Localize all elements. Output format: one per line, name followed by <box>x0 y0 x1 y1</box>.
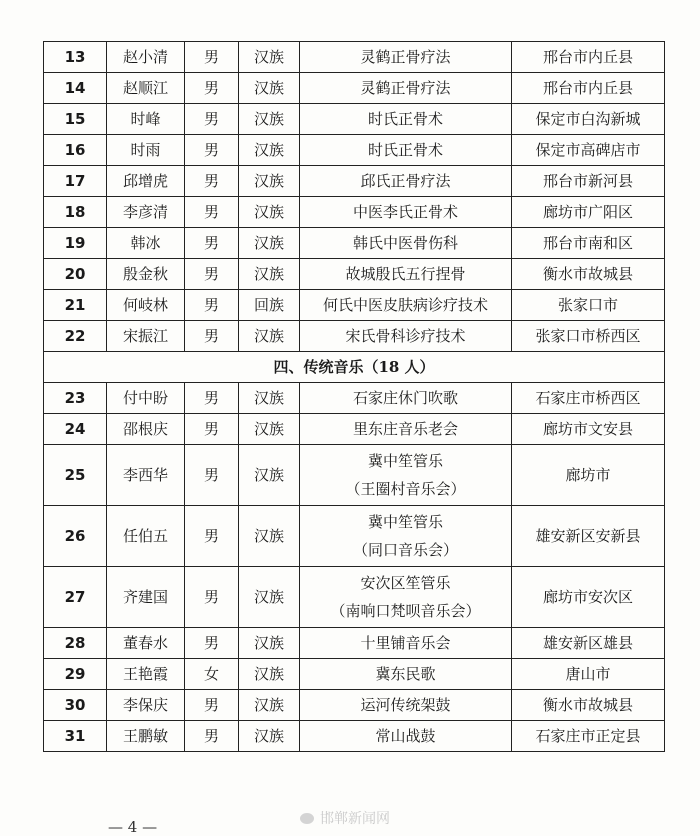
gender-cell: 男 <box>185 166 239 197</box>
roster-body-top <box>44 42 665 352</box>
project-line: 十里铺音乐会 <box>360 634 451 652</box>
ethnicity-cell: 汉族 <box>239 259 300 290</box>
ethnicity-cell: 汉族 <box>239 383 300 414</box>
project-cell <box>300 135 512 166</box>
name-cell: 何岐林 <box>107 290 185 321</box>
row-number-cell: 29 <box>44 659 107 690</box>
project-cell <box>300 166 512 197</box>
ethnicity-cell: 汉族 <box>239 659 300 690</box>
project-cell <box>300 104 512 135</box>
name-cell: 付中盼 <box>107 383 185 414</box>
region-cell: 张家口市 <box>512 290 665 321</box>
row-number-cell: 22 <box>44 321 107 352</box>
project-line: 时氏正骨术 <box>367 141 443 159</box>
gender-cell: 男 <box>185 445 239 506</box>
row-number-cell: 21 <box>44 290 107 321</box>
name-cell: 时雨 <box>107 135 185 166</box>
project-line: 冀中笙管乐 <box>367 452 443 470</box>
ethnicity-cell: 汉族 <box>239 628 300 659</box>
project-cell <box>300 228 512 259</box>
gender-cell: 男 <box>185 259 239 290</box>
table-row <box>44 42 665 73</box>
table-row <box>44 567 665 628</box>
row-number-cell: 19 <box>44 228 107 259</box>
project-cell <box>300 42 512 73</box>
table-row <box>44 228 665 259</box>
project-line: 灵鹤正骨疗法 <box>360 79 451 97</box>
region-cell: 雄安新区安新县 <box>512 506 665 567</box>
region-cell: 廊坊市安次区 <box>512 567 665 628</box>
name-cell: 李保庆 <box>107 690 185 721</box>
table-row <box>44 414 665 445</box>
gender-cell: 男 <box>185 73 239 104</box>
row-number-cell: 17 <box>44 166 107 197</box>
project-cell <box>300 259 512 290</box>
region-cell: 廊坊市文安县 <box>512 414 665 445</box>
project-line: （同口音乐会） <box>352 541 458 559</box>
project-line: （王圈村音乐会） <box>345 480 466 498</box>
ethnicity-cell: 汉族 <box>239 104 300 135</box>
name-cell: 王艳霞 <box>107 659 185 690</box>
gender-cell: 男 <box>185 414 239 445</box>
watermark <box>300 808 390 828</box>
gender-cell: 男 <box>185 506 239 567</box>
table-row <box>44 166 665 197</box>
region-cell: 石家庄市桥西区 <box>512 383 665 414</box>
ethnicity-cell: 汉族 <box>239 228 300 259</box>
region-cell: 保定市白沟新城 <box>512 104 665 135</box>
gender-cell: 男 <box>185 721 239 752</box>
name-cell: 赵顺江 <box>107 73 185 104</box>
project-cell <box>300 506 512 567</box>
table-row <box>44 73 665 104</box>
project-cell <box>300 197 512 228</box>
project-cell <box>300 321 512 352</box>
project-cell <box>300 73 512 104</box>
watermark-text: 邯郸新闻网 <box>320 811 390 827</box>
region-cell: 廊坊市 <box>512 445 665 506</box>
ethnicity-cell: 汉族 <box>239 197 300 228</box>
name-cell: 宋振江 <box>107 321 185 352</box>
project-cell <box>300 628 512 659</box>
row-number-cell: 23 <box>44 383 107 414</box>
row-number-cell: 16 <box>44 135 107 166</box>
table-row <box>44 197 665 228</box>
gender-cell: 男 <box>185 383 239 414</box>
project-line: 故城殷氏五行捏骨 <box>345 265 466 283</box>
gender-cell: 男 <box>185 228 239 259</box>
ethnicity-cell: 汉族 <box>239 42 300 73</box>
project-cell <box>300 567 512 628</box>
row-number-cell: 15 <box>44 104 107 135</box>
name-cell: 李彦清 <box>107 197 185 228</box>
project-line: 时氏正骨术 <box>367 110 443 128</box>
roster-table <box>43 41 665 752</box>
gender-cell: 男 <box>185 321 239 352</box>
ethnicity-cell: 汉族 <box>239 414 300 445</box>
gender-cell: 男 <box>185 628 239 659</box>
table-row <box>44 321 665 352</box>
project-line: 运河传统架鼓 <box>360 696 451 714</box>
roster-body-bottom <box>44 383 665 752</box>
row-number-cell: 27 <box>44 567 107 628</box>
row-number-cell: 31 <box>44 721 107 752</box>
ethnicity-cell: 汉族 <box>239 567 300 628</box>
name-cell: 李西华 <box>107 445 185 506</box>
project-line: 常山战鼓 <box>375 727 436 745</box>
region-cell: 保定市高碑店市 <box>512 135 665 166</box>
page-number: — 4 — <box>108 818 158 836</box>
gender-cell: 男 <box>185 690 239 721</box>
ethnicity-cell: 汉族 <box>239 445 300 506</box>
project-line: （南响口梵呗音乐会） <box>330 602 481 620</box>
name-cell: 任伯五 <box>107 506 185 567</box>
row-number-cell: 13 <box>44 42 107 73</box>
project-line: 中医李氏正骨术 <box>352 203 458 221</box>
gender-cell: 女 <box>185 659 239 690</box>
table-row <box>44 104 665 135</box>
region-cell: 石家庄市正定县 <box>512 721 665 752</box>
project-cell <box>300 414 512 445</box>
name-cell: 韩冰 <box>107 228 185 259</box>
gender-cell: 男 <box>185 135 239 166</box>
project-line: 里东庄音乐老会 <box>352 420 458 438</box>
region-cell: 衡水市故城县 <box>512 259 665 290</box>
ethnicity-cell: 汉族 <box>239 506 300 567</box>
name-cell: 时峰 <box>107 104 185 135</box>
table-row <box>44 383 665 414</box>
project-line: 宋氏骨科诊疗技术 <box>345 327 466 345</box>
gender-cell: 男 <box>185 104 239 135</box>
row-number-cell: 28 <box>44 628 107 659</box>
ethnicity-cell: 汉族 <box>239 721 300 752</box>
name-cell: 邱增虎 <box>107 166 185 197</box>
table-row <box>44 135 665 166</box>
table-row <box>44 290 665 321</box>
region-cell: 廊坊市广阳区 <box>512 197 665 228</box>
region-cell: 雄安新区雄县 <box>512 628 665 659</box>
table-row <box>44 628 665 659</box>
row-number-cell: 18 <box>44 197 107 228</box>
table-row <box>44 690 665 721</box>
project-cell <box>300 690 512 721</box>
gender-cell: 男 <box>185 567 239 628</box>
region-cell: 邢台市内丘县 <box>512 42 665 73</box>
project-line: 何氏中医皮肤病诊疗技术 <box>322 296 488 314</box>
region-cell: 唐山市 <box>512 659 665 690</box>
project-line: 冀东民歌 <box>375 665 436 683</box>
name-cell: 王鹏敏 <box>107 721 185 752</box>
project-line: 冀中笙管乐 <box>367 513 443 531</box>
ethnicity-cell: 汉族 <box>239 166 300 197</box>
row-number-cell: 20 <box>44 259 107 290</box>
project-cell <box>300 445 512 506</box>
name-cell: 董春水 <box>107 628 185 659</box>
ethnicity-cell: 汉族 <box>239 321 300 352</box>
project-cell <box>300 290 512 321</box>
project-line: 安次区笙管乐 <box>360 574 451 592</box>
gender-cell: 男 <box>185 290 239 321</box>
project-line: 石家庄休门吹歌 <box>352 389 458 407</box>
project-cell <box>300 721 512 752</box>
gender-cell: 男 <box>185 42 239 73</box>
name-cell: 邵根庆 <box>107 414 185 445</box>
table-row <box>44 259 665 290</box>
project-cell <box>300 659 512 690</box>
section-row <box>44 352 665 383</box>
region-cell: 张家口市桥西区 <box>512 321 665 352</box>
section-heading: 四、传统音乐（18 人） <box>44 352 665 383</box>
ethnicity-cell: 汉族 <box>239 135 300 166</box>
row-number-cell: 14 <box>44 73 107 104</box>
project-line: 邱氏正骨疗法 <box>360 172 451 190</box>
region-cell: 衡水市故城县 <box>512 690 665 721</box>
region-cell: 邢台市内丘县 <box>512 73 665 104</box>
project-line: 灵鹤正骨疗法 <box>360 48 451 66</box>
row-number-cell: 25 <box>44 445 107 506</box>
name-cell: 赵小清 <box>107 42 185 73</box>
row-number-cell: 30 <box>44 690 107 721</box>
table-row <box>44 721 665 752</box>
table-row <box>44 506 665 567</box>
section-row-group <box>44 352 665 383</box>
ethnicity-cell: 回族 <box>239 290 300 321</box>
project-cell <box>300 383 512 414</box>
table-row <box>44 445 665 506</box>
name-cell: 殷金秋 <box>107 259 185 290</box>
name-cell: 齐建国 <box>107 567 185 628</box>
table-row <box>44 659 665 690</box>
row-number-cell: 26 <box>44 506 107 567</box>
region-cell: 邢台市新河县 <box>512 166 665 197</box>
weibo-icon <box>300 811 316 825</box>
ethnicity-cell: 汉族 <box>239 690 300 721</box>
ethnicity-cell: 汉族 <box>239 73 300 104</box>
region-cell: 邢台市南和区 <box>512 228 665 259</box>
gender-cell: 男 <box>185 197 239 228</box>
project-line: 韩氏中医骨伤科 <box>352 234 458 252</box>
row-number-cell: 24 <box>44 414 107 445</box>
